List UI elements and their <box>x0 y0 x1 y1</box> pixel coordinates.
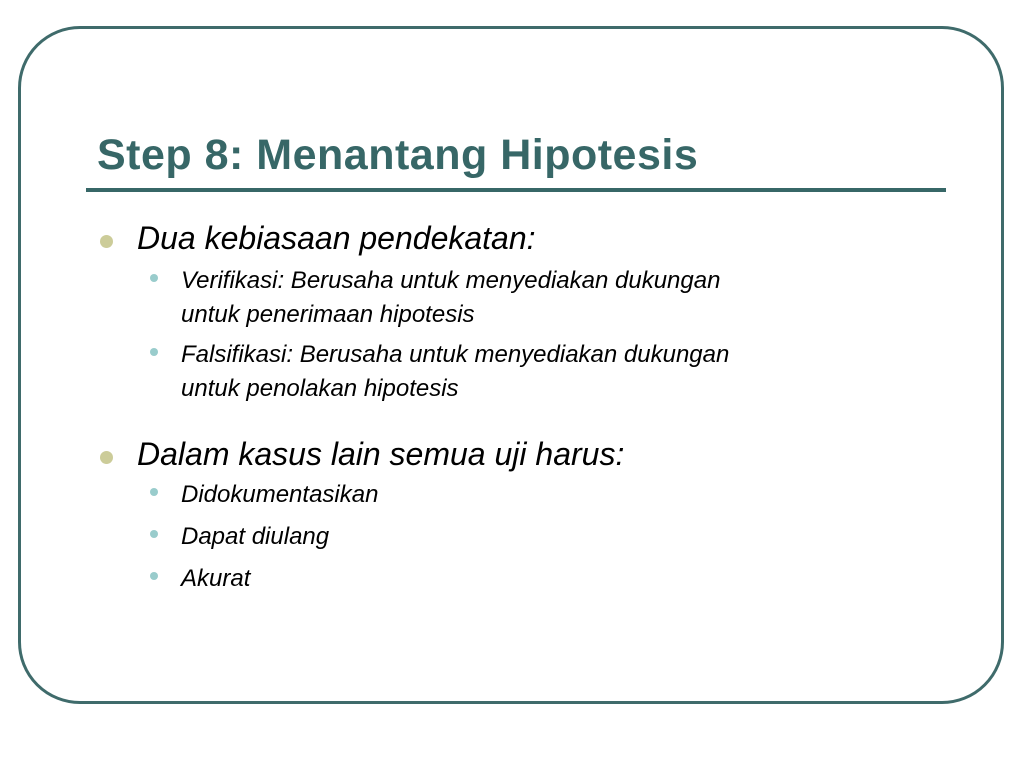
sub-bullet-dot-icon <box>150 348 158 356</box>
sub-bullet-line: Akurat <box>181 565 251 592</box>
sub-bullet-dot-icon <box>150 530 158 538</box>
sub-bullet-line: Verifikasi: Berusaha untuk menyediakan dukungan <box>181 267 721 294</box>
bullet-level1 <box>96 218 936 258</box>
sub-bullet-line: Dapat diulang <box>181 523 330 550</box>
title-underline <box>86 188 946 192</box>
bullet-level1 <box>96 434 936 474</box>
bullet-level2 <box>96 562 936 596</box>
bullet-dot-icon <box>100 451 113 464</box>
sub-bullet-dot-icon <box>150 572 158 580</box>
bullet-level2 <box>96 478 936 512</box>
bullet-level2 <box>96 520 936 554</box>
slide-title: Step 8: Menantang Hipotesis <box>97 131 699 179</box>
sub-bullet-line: Falsifikasi: Berusaha untuk menyediakan dukungan <box>181 341 730 368</box>
sub-bullet-line: untuk penerimaan hipotesis <box>181 301 475 328</box>
sub-bullet-dot-icon <box>150 488 158 496</box>
bullet-heading: Dua kebiasaan pendekatan: <box>137 220 536 256</box>
sub-bullet-line: Didokumentasikan <box>181 481 379 508</box>
sub-bullet-dot-icon <box>150 274 158 282</box>
slide-body <box>96 218 936 596</box>
sub-bullet-line: untuk penolakan hipotesis <box>181 375 459 402</box>
bullet-level2 <box>96 264 936 332</box>
bullet-level2 <box>96 338 936 406</box>
bullet-dot-icon <box>100 235 113 248</box>
bullet-heading: Dalam kasus lain semua uji harus: <box>137 436 625 472</box>
